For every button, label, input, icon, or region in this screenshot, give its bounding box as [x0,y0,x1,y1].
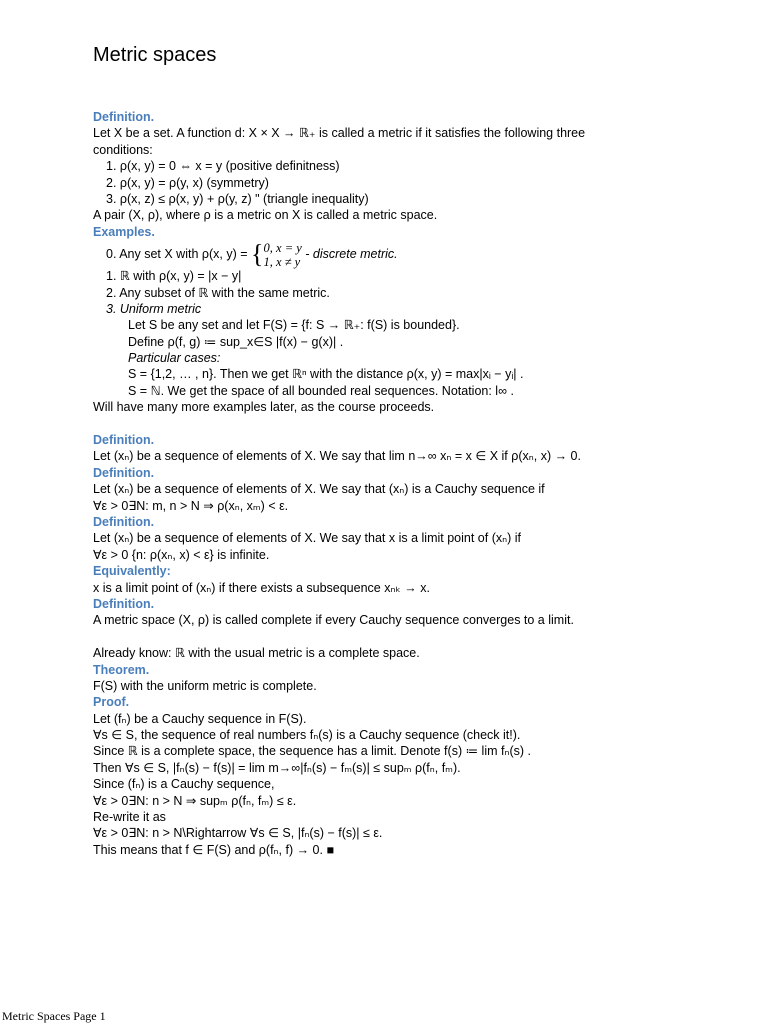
sub-line: Define ρ(f, g) ≔ sup_x∈S |f(x) − g(x)| . [128,334,344,349]
definition-heading: Definition. [93,465,155,480]
examples-heading: Examples. [93,224,155,239]
text-line: Let (xₙ) be a sequence of elements of X. We say that lim n→∞ xₙ = x ∈ X if ρ(xₙ, x) → 0. [93,449,581,464]
definition-heading: Definition. [93,433,155,448]
cases-brace: { [251,239,264,269]
page-footer: Metric Spaces Page 1 [2,1009,106,1023]
theorem-heading: Theorem. [93,662,150,677]
text-line: ∀ε > 0 {n: ρ(xₙ, x) < ε} is infinite. [93,547,270,562]
text-line: conditions: [93,142,153,157]
equivalently-heading: Equivalently: [93,564,171,579]
text-line: A metric space (X, ρ) is called complete if every Cauchy sequence converges to a limit. [93,613,574,628]
list-item-discrete-metric [93,240,733,268]
text-line: ∀ε > 0∃N: m, n > N ⇒ ρ(xₙ, xₘ) < ε. [93,498,289,513]
text-line: x is a limit point of (xₙ) if there exists a subsequence xₙₖ → x. [93,580,430,595]
text-line: ∀s ∈ S, the sequence of real numbers fₙ(s) is a Cauchy sequence (check it!). [93,728,521,743]
list-item: 3. ρ(x, z) ≤ ρ(x, y) + ρ(y, z) " (triangle inequality) [106,191,369,206]
text-line: Let (fₙ) be a Cauchy sequence in F(S). [93,711,307,726]
proof-heading: Proof. [93,695,130,710]
text-line: Let (xₙ) be a sequence of elements of X. We say that x is a limit point of (xₙ) if [93,531,521,546]
text-line: Already know: ℝ with the usual metric is a complete space. [93,646,420,661]
definition-heading: Definition. [93,596,155,611]
list-item: 2. Any subset of ℝ with the same metric. [106,285,330,300]
text-line: Since ℝ is a complete space, the sequence has a limit. Denote f(s) ≔ lim fₙ(s) . [93,744,531,759]
text-line: Will have many more examples later, as the course proceeds. [93,400,435,415]
text-line: Then ∀s ∈ S, |fₙ(s) − f(s)| = lim m→∞|fₙ(s) − fₘ(s)| ≤ supₘ ρ(fₙ, fₘ). [93,760,461,775]
spacer [93,416,733,432]
sub-line: S = {1,2, … , n}. Then we get ℝⁿ with the distance ρ(x, y) = max|xᵢ − yᵢ| . [128,367,524,382]
text-line: This means that f ∈ F(S) and ρ(fₙ, f) → 0. ■ [93,842,335,857]
sub-line: Let S be any set and let F(S) = {f: S → ℝ₊: f(S) is bounded}. [128,318,460,333]
text-line: Let (xₙ) be a sequence of elements of X. We say that (xₙ) is a Cauchy sequence if [93,482,545,497]
text-line: ∀ε > 0∃N: n > N ⇒ supₘ ρ(fₙ, fₘ) ≤ ε. [93,793,297,808]
case-1: 0, x = y [263,240,302,255]
list-item: 2. ρ(x, y) = ρ(y, x) (symmetry) [106,175,269,190]
text-line: A pair (X, ρ), where ρ is a metric on X is called a metric space. [93,208,438,223]
text-line: Re-write it as [93,810,166,825]
list-item: 1. ρ(x, y) = 0 ⇔ x = y (positive definitness) [106,159,340,174]
definition-heading: Definition. [93,514,155,529]
definition-heading: Definition. [93,110,155,124]
list-item: 3. Uniform metric [106,301,202,316]
text-line: ∀ε > 0∃N: n > N\Rightarrow ∀s ∈ S, |fₙ(s) − f(s)| ≤ ε. [93,826,383,841]
discrete-metric-prefix: 0. Any set X with ρ(x, y) = [106,247,248,262]
discrete-metric-suffix: - discrete metric. [301,247,398,262]
text-line: Since (fₙ) is a Cauchy sequence, [93,777,275,792]
page-title: Metric spaces [93,44,217,66]
spacer [93,629,733,645]
text-line: Let X be a set. A function d: X × X → ℝ₊ is called a metric if it satisfies the following three [93,126,586,141]
sub-line: S = ℕ. We get the space of all bounded real sequences. Notation: l∞ . [128,383,514,398]
list-item: 1. ℝ with ρ(x, y) = |x − y| [106,269,242,284]
document-body [93,109,733,858]
sub-line: Particular cases: [128,351,221,366]
case-2: 1, x ≠ y [263,254,301,269]
cases-block [264,241,302,269]
text-line: F(S) with the uniform metric is complete. [93,678,317,693]
